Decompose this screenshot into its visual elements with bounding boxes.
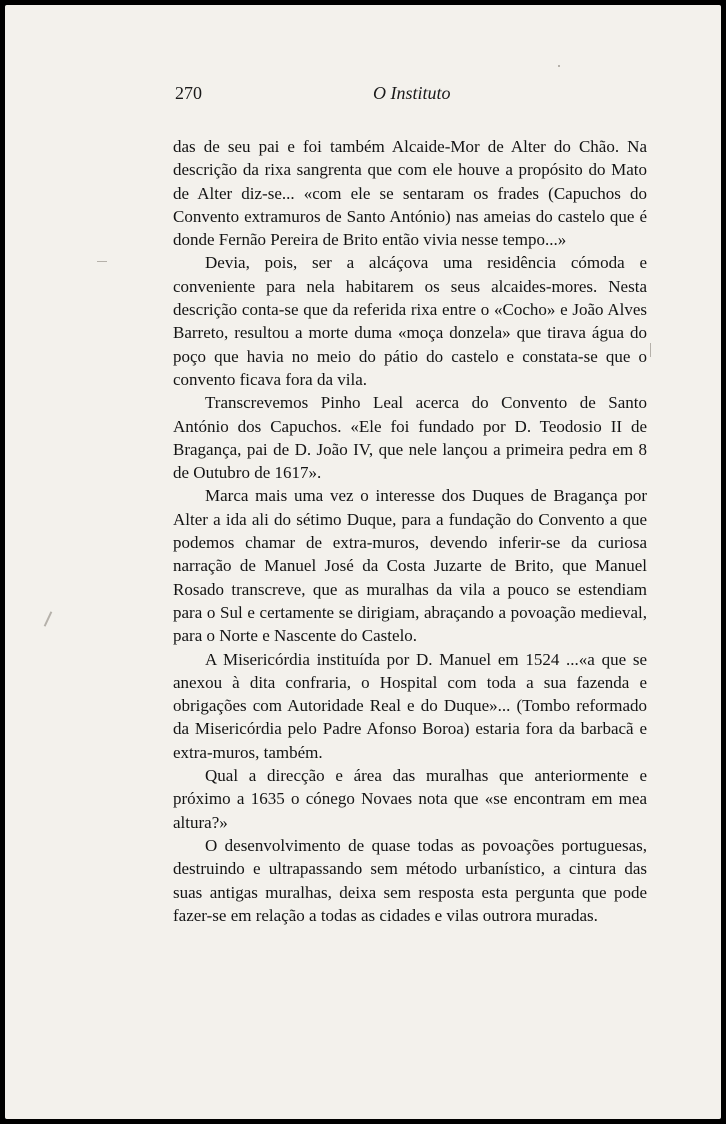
paragraph: A Misericórdia instituída por D. Manuel em 1524 ...«a que se anexou à dita confraria, o Hospital com toda a sua fazenda e obrigações com Autoridade Real e do Duque»... (Tombo reformado da Misericórdia pelo Padre Afonso Boroa) estaria fora da barbacã e extra-muros, também.: [173, 649, 647, 762]
running-title: O Instituto: [373, 83, 451, 103]
scan-speck: [558, 65, 560, 67]
scan-speck: [650, 343, 651, 357]
scanned-page: [5, 5, 721, 1119]
paragraph: Qual a direcção e área das muralhas que anteriormente e próximo a 1635 o cónego Novaes nota que «se encontram em mea altura?»: [173, 766, 647, 832]
scan-speck: [44, 611, 53, 626]
page-header: [173, 83, 647, 107]
paragraph: Transcrevemos Pinho Leal acerca do Convento de Santo António dos Capuchos. «Ele foi fundado por D. Teodosio II de Bragança, pai de D. João IV, que nele lançou a primeira pedra em 8 de Outubro de 1617».: [173, 393, 647, 483]
paragraph: das de seu pai e foi também Alcaide-Mor de Alter do Chão. Na descrição da rixa sangrenta que com ele houve a propósito do Mato de Alter diz-se... «com ele se sentaram os frades (Capuchos do Convento extramuros de Santo António) nas ameias do castelo que é donde Fernão Pereira de Brito então vivia nesse tempo...»: [173, 137, 647, 250]
page-number: 270: [175, 83, 202, 103]
scan-speck: [97, 261, 107, 262]
paragraph: Marca mais uma vez o interesse dos Duques de Bragança por Alter a ida ali do sétimo Duque, para a fundação do Convento a que podemos chamar de extra-muros, devendo inferir-se da curiosa narração de Manuel José da Costa Juzarte de Brito, que Manuel Rosado transcreve, que as muralhas da vila a pouco se estendiam para o Sul e certamente se dirigiam, abraçando a povoação medieval, para o Norte e Nascente do Castelo.: [173, 486, 647, 646]
body-text: [173, 135, 647, 927]
paragraph: O desenvolvimento de quase todas as povoações portuguesas, destruindo e ultrapassando sem método urbanístico, a cintura das suas antigas muralhas, deixa sem resposta esta pergunta que pode fazer-se em relação a todas as cidades e vilas outrora muradas.: [173, 835, 647, 925]
paragraph: Devia, pois, ser a alcáçova uma residência cómoda e conveniente para nela habitarem os seus alcaides-mores. Nesta descrição conta-se que da referida rixa entre o «Cocho» e João Alves Barreto, resultou a morte duma «moça donzela» que tirava água do poço que havia no meio do pátio do castelo e constata-se que o convento ficava fora da vila.: [173, 253, 647, 389]
